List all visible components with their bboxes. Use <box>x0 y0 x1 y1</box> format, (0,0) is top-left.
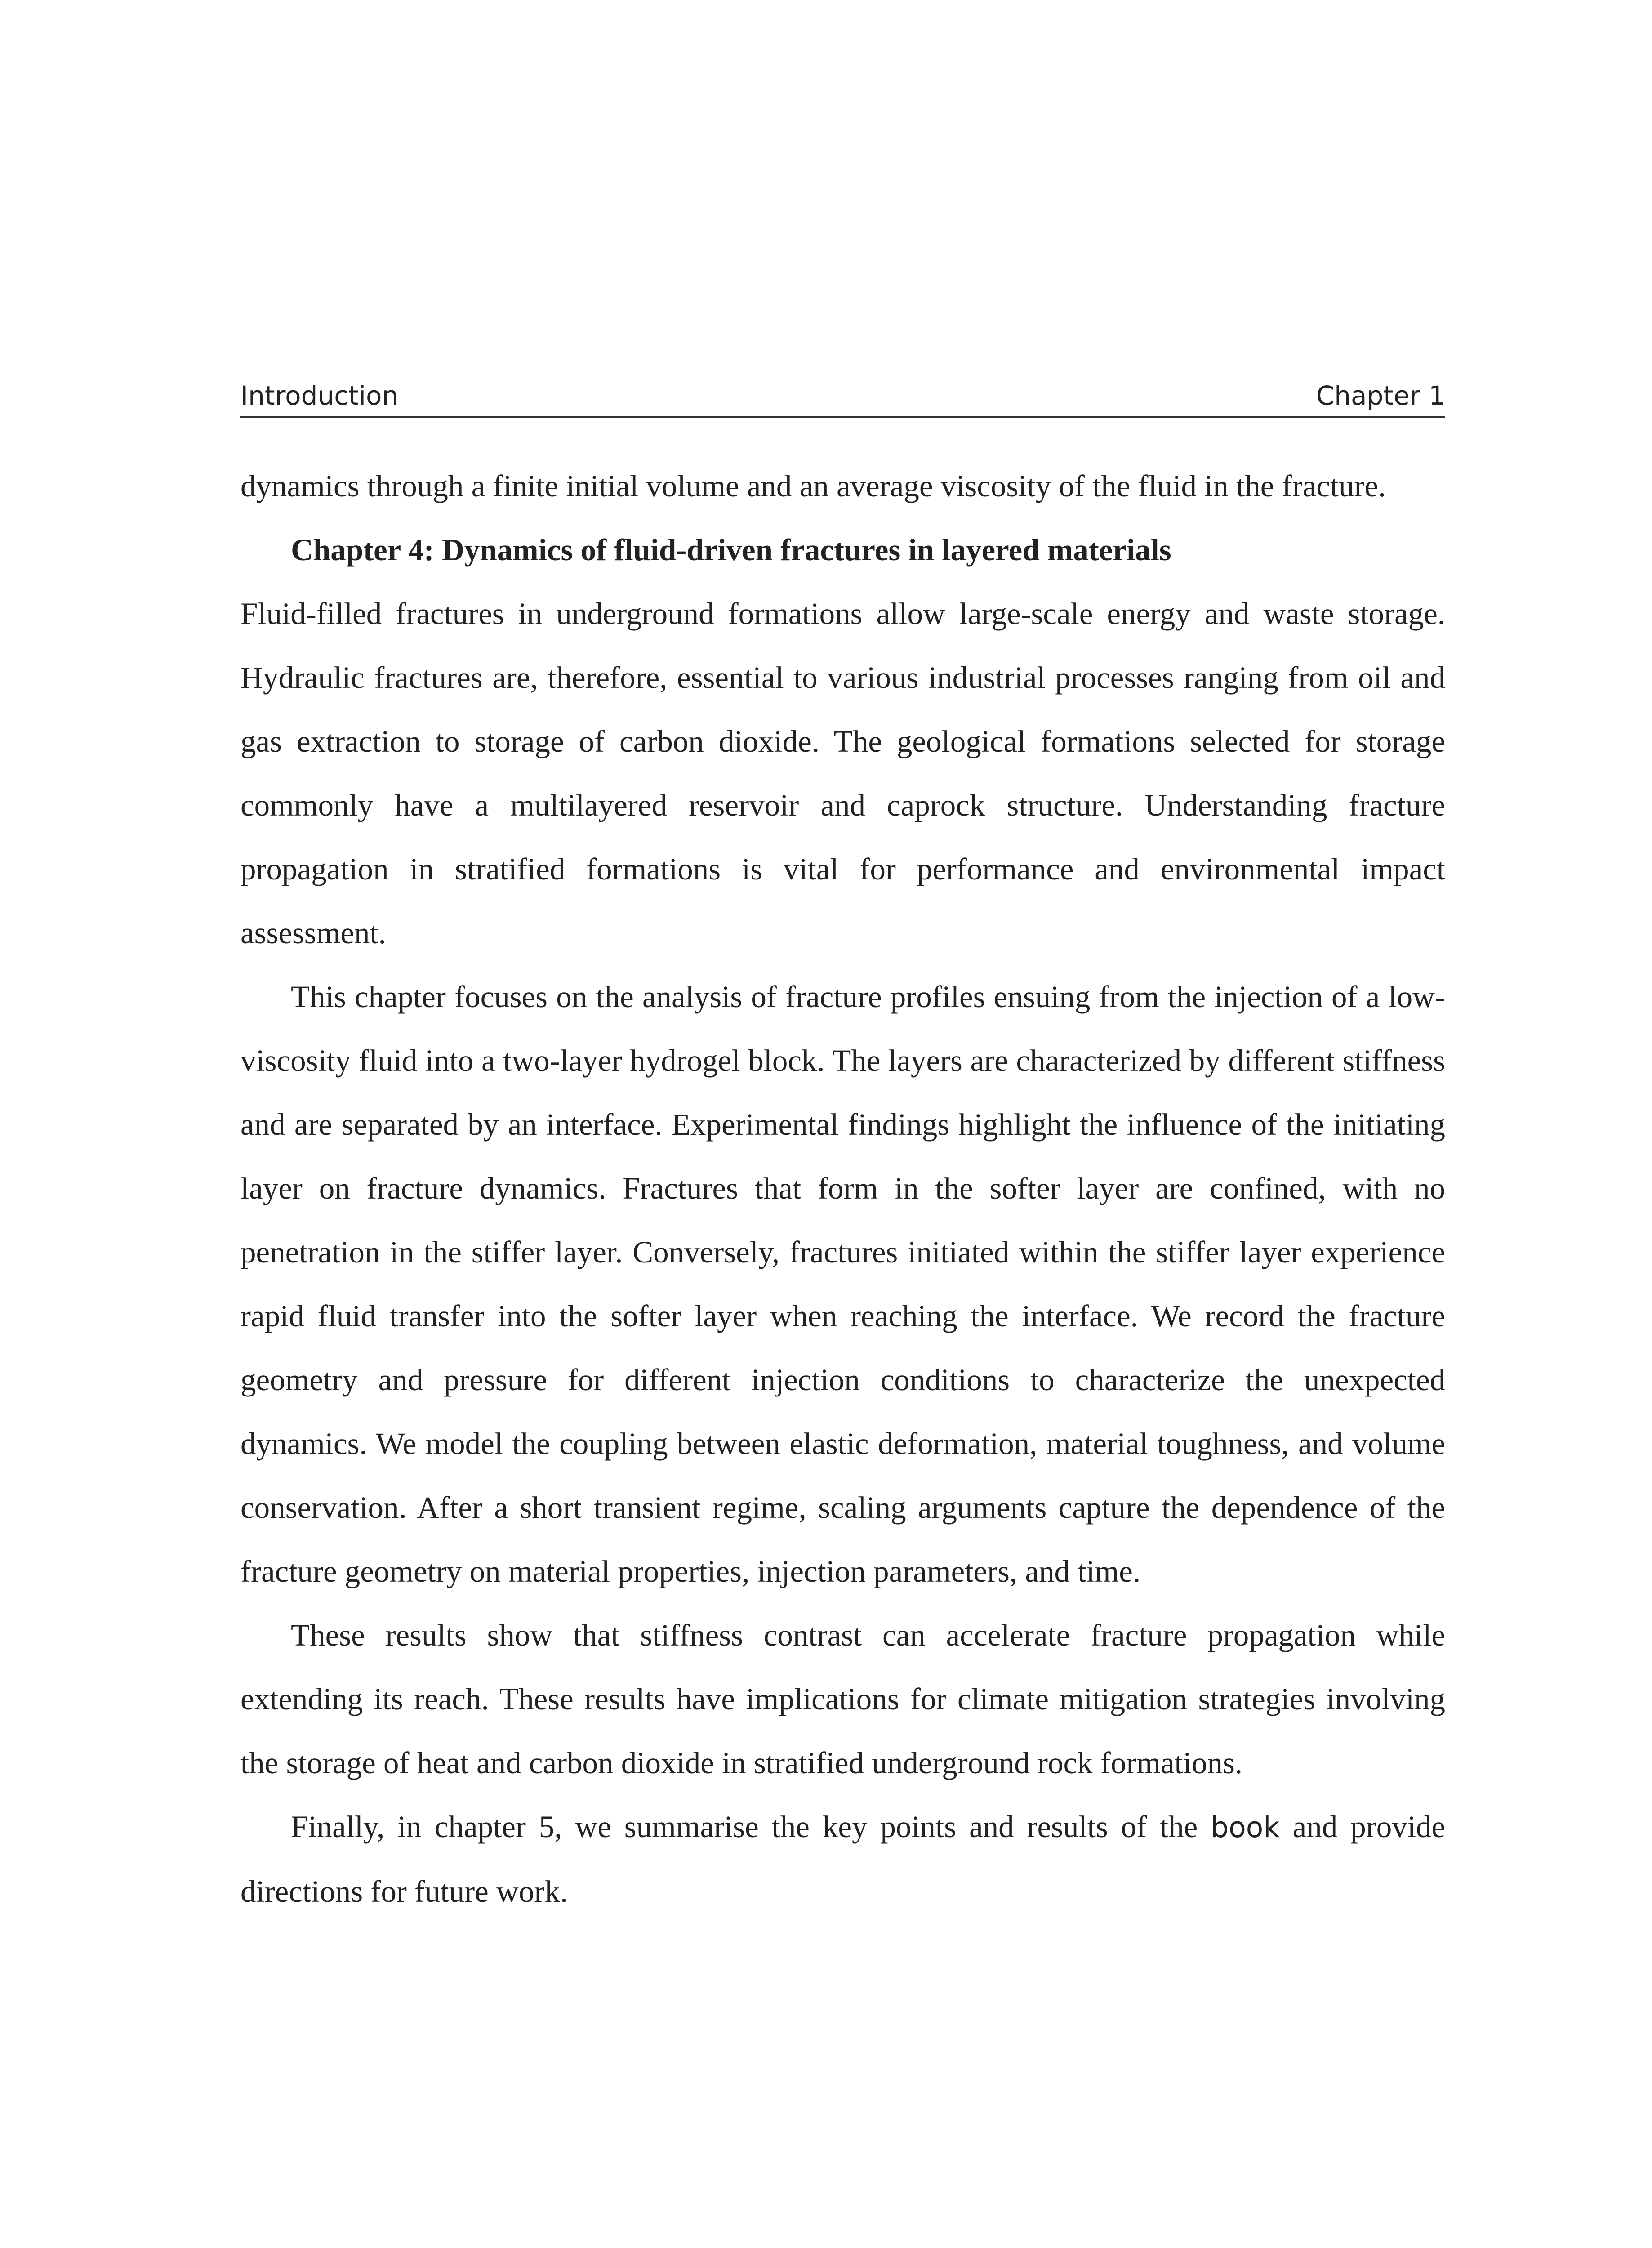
paragraph-4-book-word: book <box>1211 1811 1280 1844</box>
header-section-title: Introduction <box>240 380 399 411</box>
section-heading: Chapter 4: Dynamics of fluid-driven fractures in layered materials <box>291 533 1171 567</box>
paragraph-1: Fluid-filled fractures in underground formations allow large-scale energy and waste storage. Hydraulic fractures are, therefore, essential to various industrial processes ranging from oil and gas extraction to storage of carbon dioxide. The geological formations selected for storage commonly have a multilayered reservoir and caprock structure. Understanding fracture propagation in stratified formations is vital for performance and environmental impact assessment. <box>240 597 1445 950</box>
paragraph-3: These results show that stiffness contrast can accelerate fracture propagation while extending its reach. These results have implications for climate mitigation strategies involving the storage of heat and carbon dioxide in stratified underground rock formations. <box>240 1618 1445 1780</box>
paragraph-4-end: and provide directions for future work. <box>240 1810 1445 1909</box>
page-body <box>240 454 1445 1923</box>
running-header <box>240 375 1445 418</box>
paragraph-4-start: Finally, in chapter 5, we summarise the key points and results of the <box>291 1810 1211 1844</box>
header-chapter-label: Chapter 1 <box>1316 380 1445 411</box>
paragraph-4 <box>240 1795 1445 1923</box>
paragraph-2: This chapter focuses on the analysis of fracture profiles ensuing from the injection of a low-viscosity fluid into a two-layer hydrogel block. The layers are characterized by different stiffness and are separated by an interface. Experimental findings highlight the influence of the initiating layer on fracture dynamics. Fractures that form in the softer layer are confined, with no penetration in the stiffer layer. Conversely, fractures initiated within the stiffer layer experience rapid fluid transfer into the softer layer when reaching the interface. We record the fracture geometry and pressure for different injection conditions to characterize the unexpected dynamics. We model the coupling between elastic deformation, material toughness, and volume conservation. After a short transient regime, scaling arguments capture the dependence of the fracture geometry on material properties, injection parameters, and time. <box>240 980 1445 1588</box>
continuation-paragraph: dynamics through a finite initial volume and an average viscosity of the fluid in the fracture. <box>240 469 1386 503</box>
